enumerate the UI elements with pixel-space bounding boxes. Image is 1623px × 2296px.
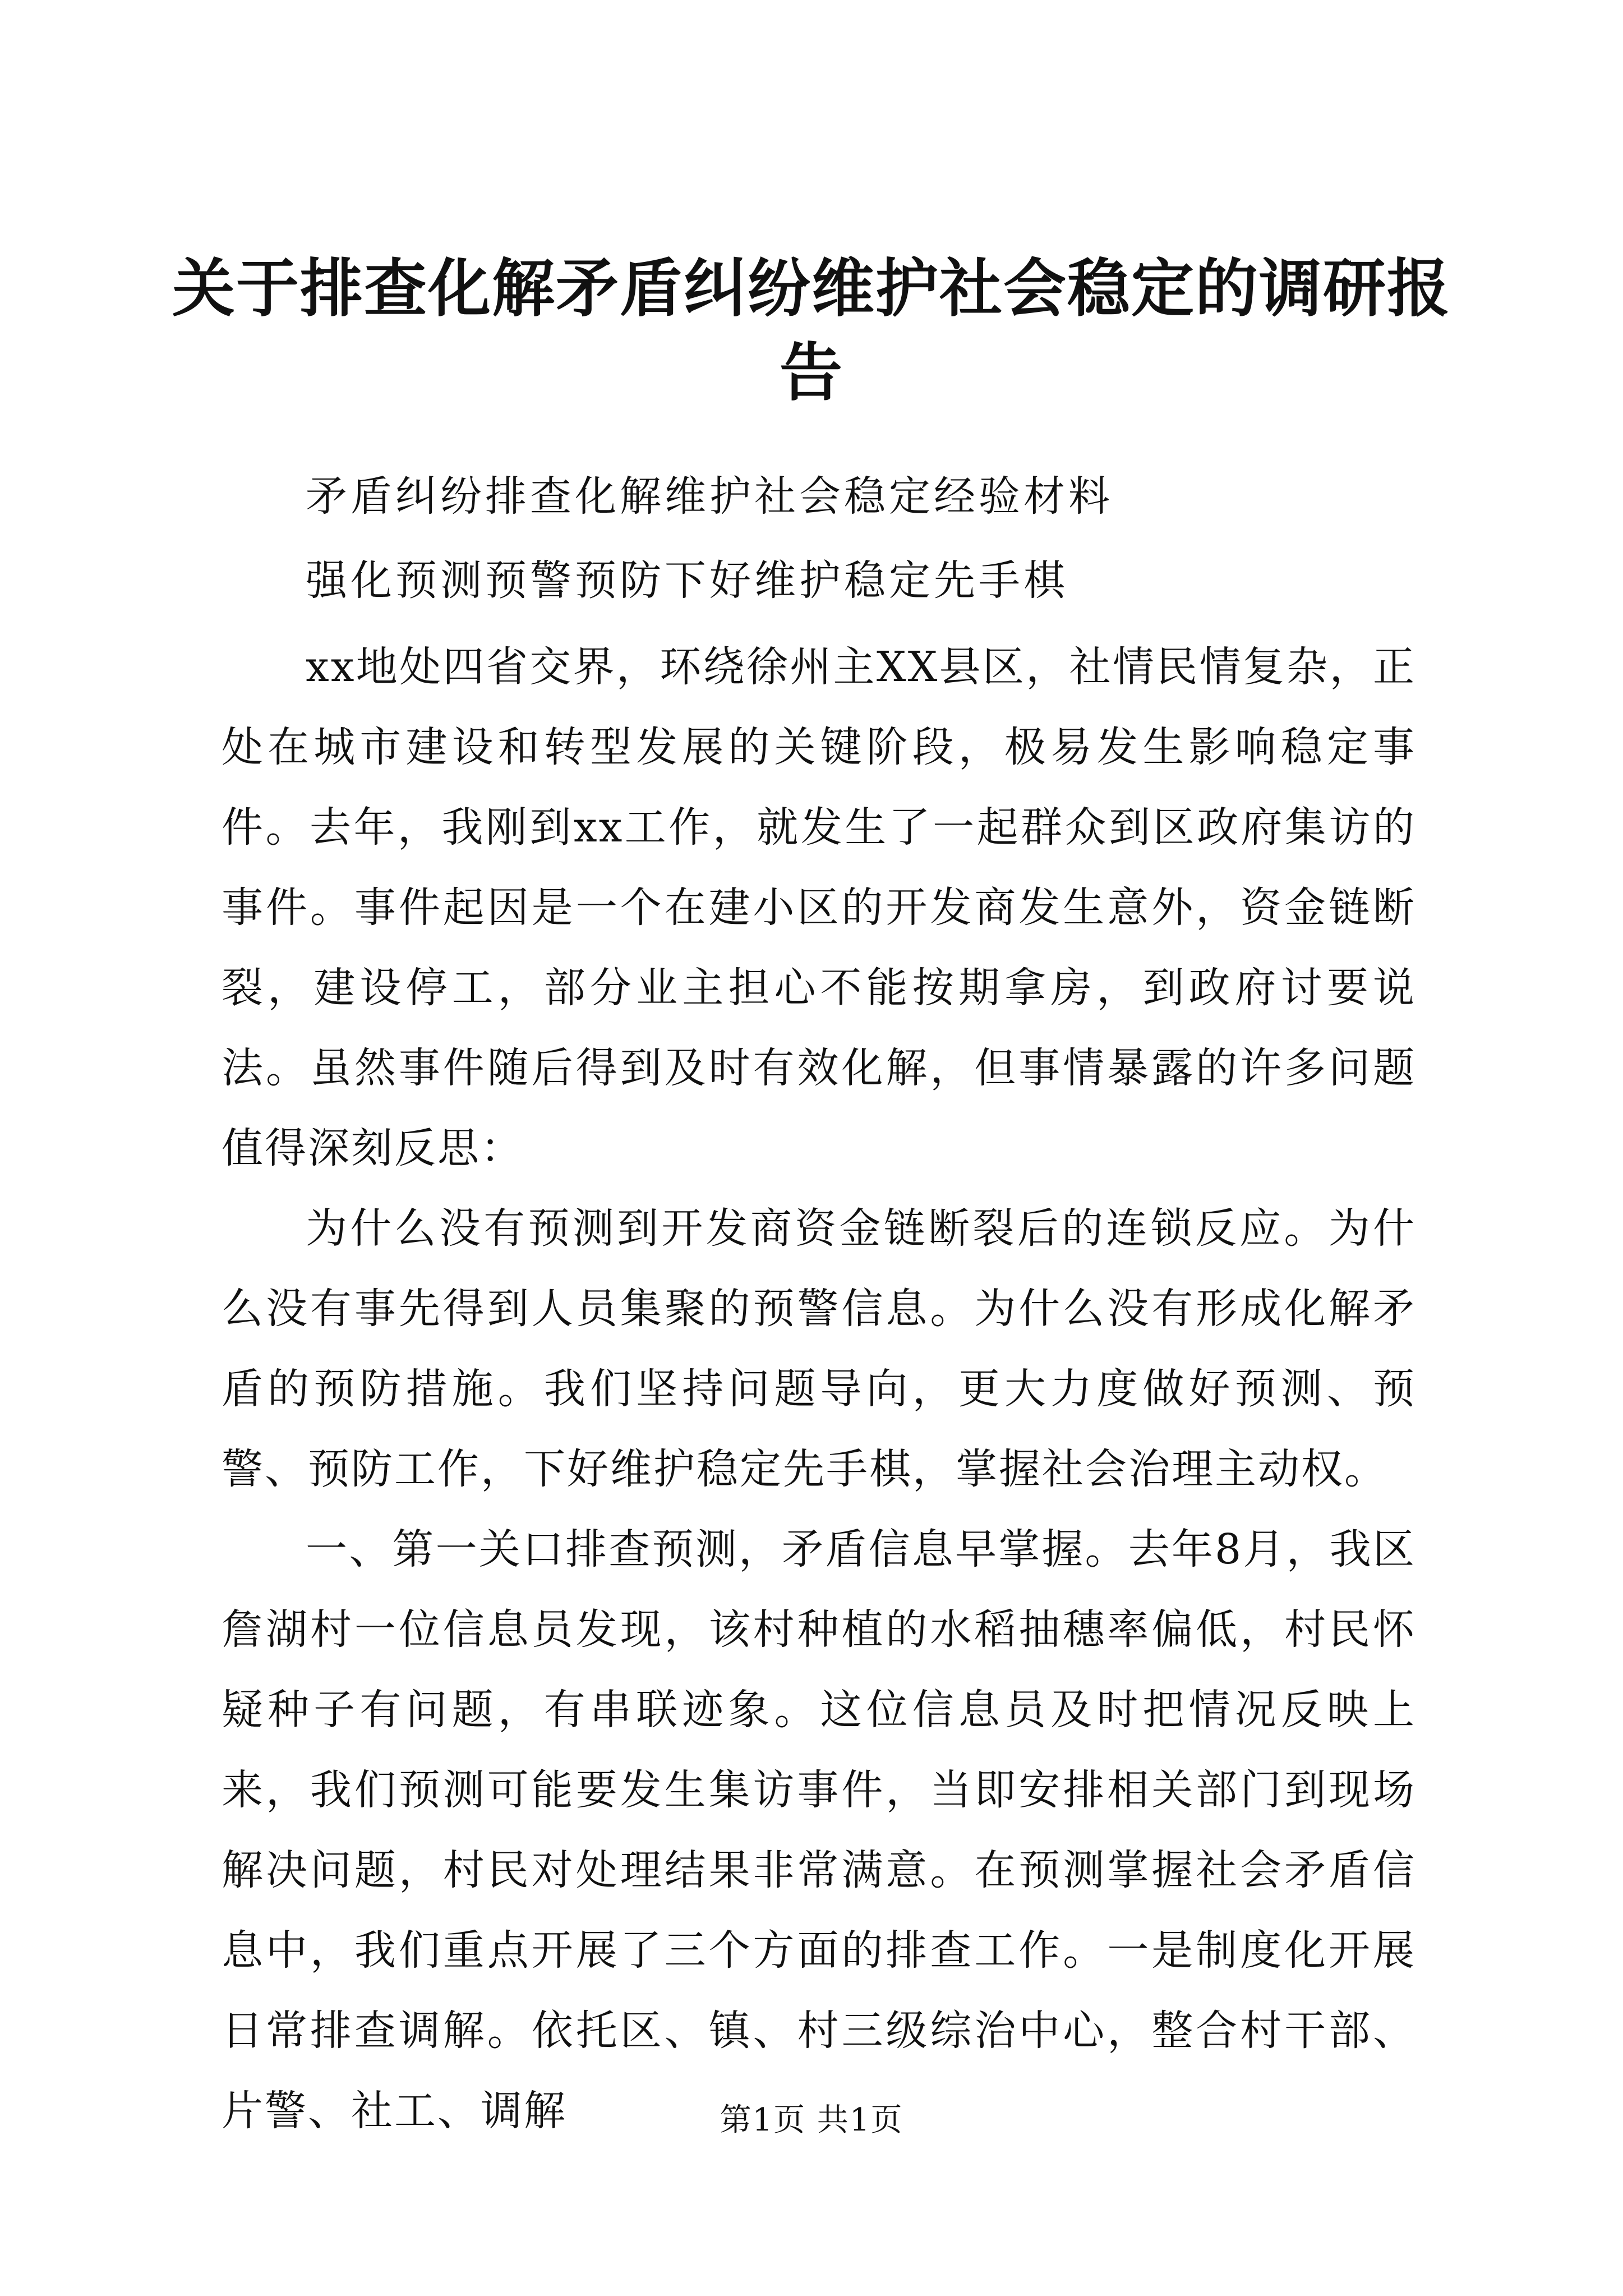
paragraph-background: xx地处四省交界，环绕徐州主XX县区，社情民情复杂，正处在城市建设和转型发展的关键阶段，极易发生影响稳定事件。去年，我刚到xx工作，就发生了一起群众到区政府集访的事件。事件起因是一个在建小区的开发商发生意外，资金链断裂，建设停工，部分业主担心不能按期拿房，到政府讨要说法。虽然事件随后得到及时有效化解，但事情暴露的许多问题值得深刻反思： (222, 643, 1416, 1172)
document-title: 关于排查化解矛盾纠纷维护社会稳定的调研报告 (172, 252, 1451, 409)
subtitle-theme: 强化预测预警预防下好维护稳定先手棋 (306, 556, 1068, 605)
page-footer: 第1页 共1页 (720, 2102, 903, 2138)
document-body (222, 627, 1416, 2151)
subtitle-experience-material: 矛盾纠纷排查化解维护社会稳定经验材料 (306, 472, 1113, 521)
paragraph-section-one: 一、第一关口排查预测，矛盾信息早掌握。去年8月，我区詹湖村一位信息员发现，该村种植的水稻抽穗率偏低，村民怀疑种子有问题，有串联迹象。这位信息员及时把情况反映上来，我们预测可能要发生集访事件，当即安排相关部门到现场解决问题，村民对处理结果非常满意。在预测掌握社会矛盾信息中，我们重点开展了三个方面的排查工作。一是制度化开展日常排查调解。依托区、镇、村三级综治中心，整合村干部、片警、社工、调解 (222, 1525, 1416, 2135)
paragraph-reflection: 为什么没有预测到开发商资金链断裂后的连锁反应。为什么没有事先得到人员集聚的预警信息。为什么没有形成化解矛盾的预防措施。我们坚持问题导向，更大力度做好预测、预警、预防工作，下好维护稳定先手棋，掌握社会治理主动权。 (222, 1204, 1416, 1493)
